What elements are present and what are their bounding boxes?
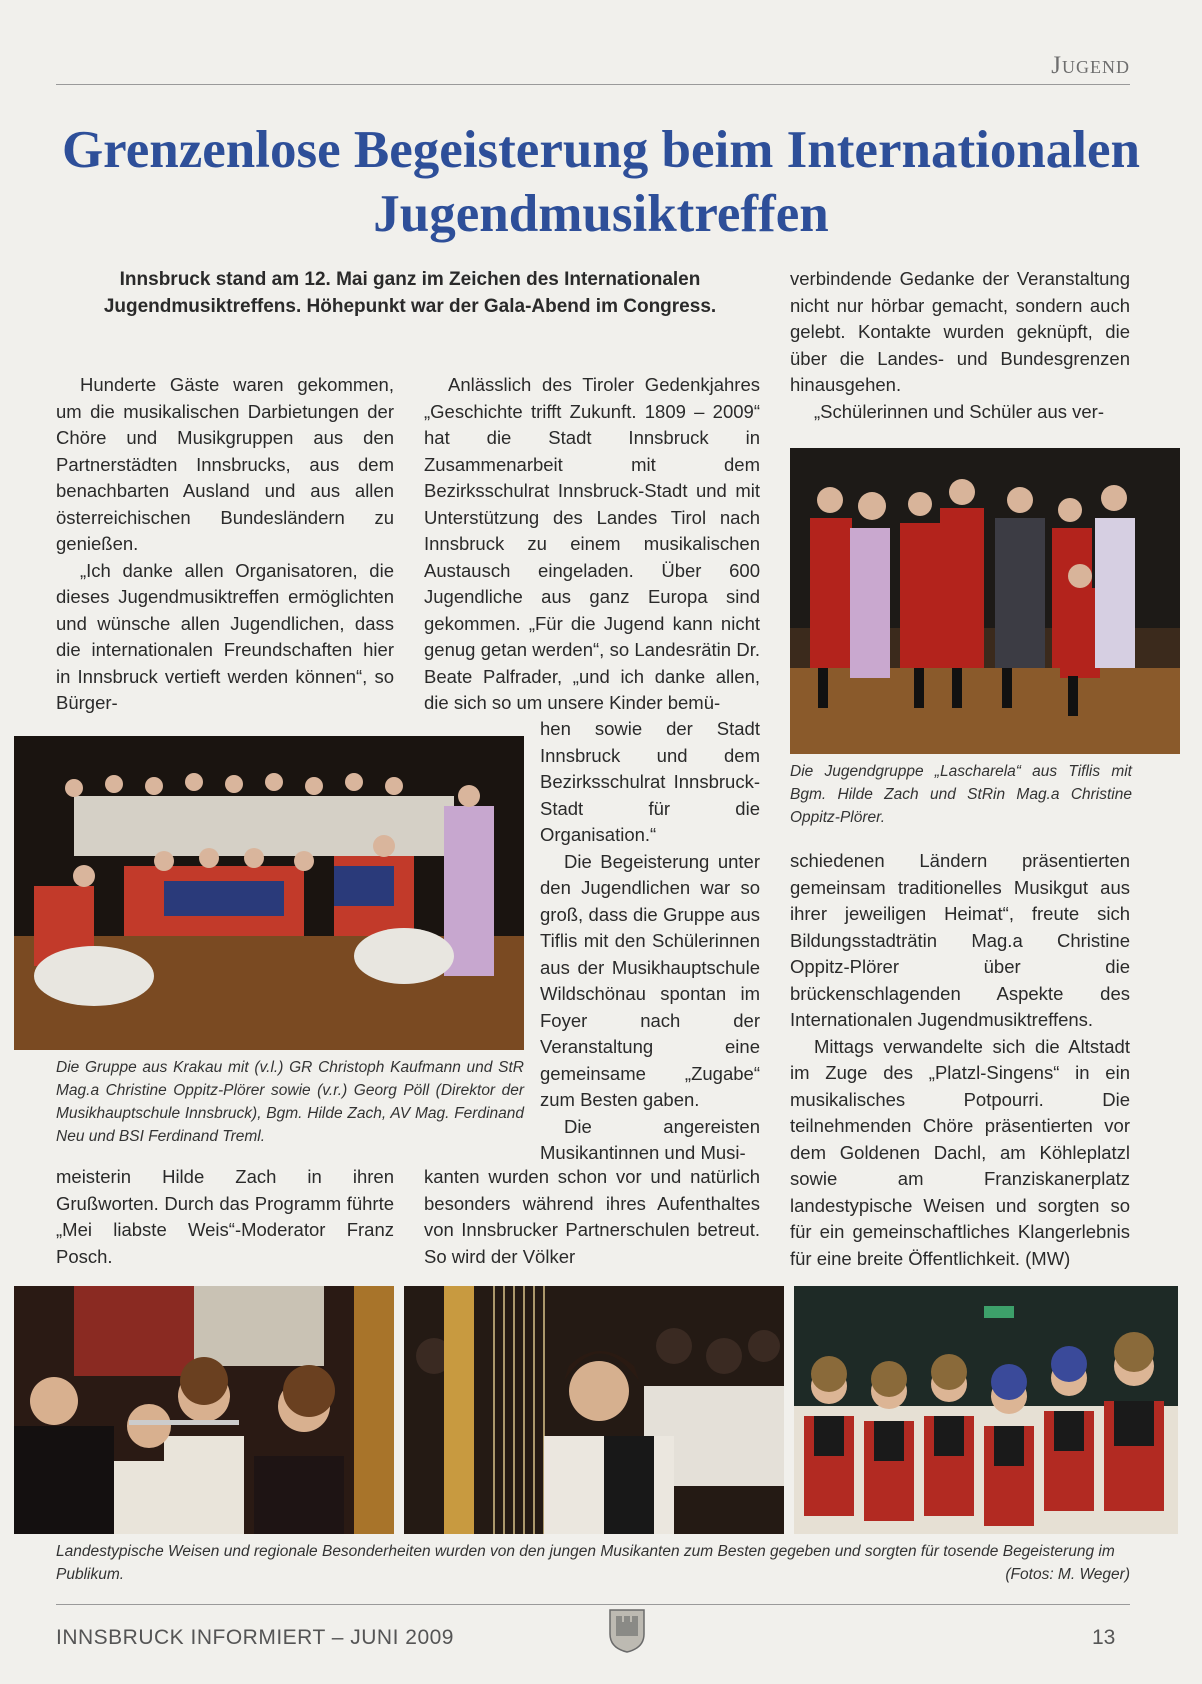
- photo-credit: (Fotos: M. Weger): [1005, 1566, 1130, 1583]
- photo-tiflis-group: [790, 448, 1180, 754]
- footer-publication: INNSBRUCK INFORMIERT – JUNI 2009: [56, 1626, 454, 1649]
- paragraph: „Ich danke allen Organisatoren, die dieses Jugendmusiktreffen ermöglichten und wünsche allen Jugendlichen, dass die internationalen Freundschaften hier in Innsbruck vertieft werden können“, so Bürger-: [56, 559, 394, 713]
- paragraph: kanten wurden schon vor und natürlich besonders während ihres Aufenthaltes von Innsbrucker Partnerschulen betreut. So wird der Völker: [424, 1166, 760, 1267]
- section-label: Jugend: [1051, 52, 1130, 79]
- paragraph: Anlässlich des Tiroler Gedenkjahres „Geschichte trifft Zukunft. 1809 – 2009“ hat die Stadt Innsbruck in Zusammenarbeit mit dem Bezirksschulrat Innsbruck-Stadt und mit Unterstützung des Landes Tirol nach Innsbruck zu einem musikalischen Austausch eingeladen. Über 600 Jugendliche aus ganz Europa sind gekommen. „Für die Jugend kann nicht genug getan werden“, so Landesrätin Dr. Beate Palfrader, „und ich danke allen, die sich so um unsere Kinder bemü-: [424, 374, 760, 713]
- photo-harp-player: [404, 1286, 784, 1534]
- column-2-top: [424, 372, 760, 717]
- paragraph: verbindende Gedanke der Veranstaltung nicht nur hörbar gemacht, sondern auch gelebt. Kontakte wurden geknüpft, die über die Landes- und Bundesgrenzen hinausgehen.: [790, 268, 1130, 395]
- column-1-top: [56, 372, 394, 717]
- caption-bottom: Landestypische Weisen und regionale Besonderheiten wurden von den jungen Musikanten zum Besten gegeben und sorgten für tosende Begeisterung im Publikum.: [56, 1543, 1115, 1583]
- paragraph: meisterin Hilde Zach in ihren Grußworten. Durch das Programm führte „Mei liabste Weis“-Moderator Franz Posch.: [56, 1166, 394, 1267]
- paragraph: Hunderte Gäste waren gekommen, um die musikalischen Darbietungen der Chöre und Musikgruppen aus den Partnerstädten Innsbrucks, aus dem benachbarten Ausland und aus allen österreichischen Bundesländern zu genießen.: [56, 374, 394, 554]
- column-2-bottom: [424, 1164, 760, 1270]
- paragraph: Die Begeisterung unter den Jugendlichen war so groß, dass die Gruppe aus Tiflis mit den Schülerinnen aus der Musikhauptschule Wildschönau spontan im Foyer nach der Veranstaltung eine gemeinsame „Zugabe“ zum Besten gaben.: [540, 850, 760, 1110]
- paragraph: Die angereisten Musikantinnen und Musi-: [540, 1115, 760, 1163]
- photo-choir-image: [794, 1286, 1178, 1534]
- city-crest-icon: [608, 1608, 646, 1654]
- photo-dancers-choir: [794, 1286, 1178, 1534]
- paragraph: Mittags verwandelte sich die Altstadt im Zuge des „Platzl-Singens“ in ein musikalisches Potpourri. Die teilnehmenden Chöre präsentierten vor dem Goldenen Dachl, am Köhleplatzl sowie am Franziskanerplatz landestypische Weisen und sorgten so für ein gemeinschaftliches Klangerlebnis für eine breite Öffentlichkeit. (MW): [790, 1035, 1130, 1269]
- photo-harp-image: [404, 1286, 784, 1534]
- article-title: Grenzenlose Begeisterung beim Internationalen Jugendmusiktreffen: [61, 121, 1141, 243]
- photo-krakau-group: [14, 736, 524, 1050]
- column-3-bottom: [790, 848, 1130, 1272]
- photo-flute-players: [14, 1286, 394, 1534]
- column-2-narrow: [540, 716, 760, 1167]
- photo-flute-image: [14, 1286, 394, 1534]
- paragraph: „Schülerinnen und Schüler aus ver-: [814, 400, 1104, 422]
- caption-tiflis: Die Jugendgruppe „Lascharela“ aus Tiflis mit Bgm. Hilde Zach und StRin Mag.a Christine Oppitz-Plörer.: [790, 763, 1132, 826]
- footer-rule: [56, 1604, 1130, 1605]
- photo-tiflis-image: [790, 448, 1180, 754]
- page-number: 13: [1092, 1626, 1116, 1649]
- paragraph: hen sowie der Stadt Innsbruck und dem Bezirksschulrat Innsbruck-Stadt für die Organisation.“: [540, 718, 760, 845]
- caption-krakau: Die Gruppe aus Krakau mit (v.l.) GR Christoph Kaufmann und StR Mag.a Christine Oppitz-Plörer sowie (v.r.) Georg Pöll (Direktor der Musikhauptschule Innsbruck), Bgm. Hilde Zach, AV Mag. Ferdinand Neu und BSI Ferdinand Treml.: [56, 1059, 524, 1145]
- paragraph: schiedenen Ländern präsentierten gemeinsam traditionelles Musikgut aus ihrer jeweiligen Heimat“, freute sich Bildungsstadträtin Mag.a Christine Oppitz-Plörer über die brückenschlagenden Aspekte des Internationalen Jugendmusiktreffens.: [790, 850, 1130, 1030]
- header-rule: [56, 84, 1130, 85]
- photo-krakau-image: [14, 736, 524, 1050]
- column-3-top: [790, 266, 1130, 425]
- column-1-bottom: [56, 1164, 394, 1270]
- article-lead: Innsbruck stand am 12. Mai ganz im Zeichen des Internationalen Jugendmusiktreffens. Höhepunkt war der Gala-Abend im Congress.: [103, 269, 717, 317]
